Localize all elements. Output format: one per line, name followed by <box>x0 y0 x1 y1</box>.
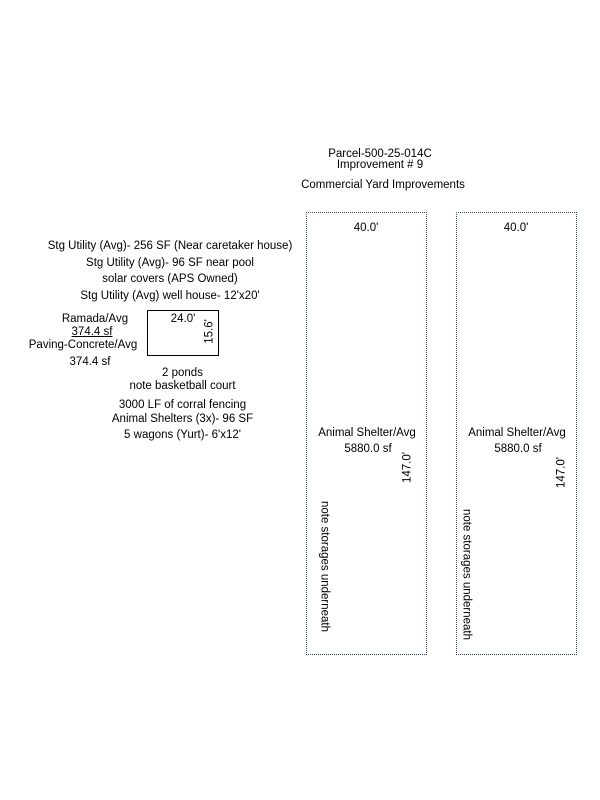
note-basketball-court: note basketball court <box>129 380 236 392</box>
ramada-label: Ramada/Avg <box>61 313 129 325</box>
note-solar-covers: solar covers (APS Owned) <box>102 273 238 285</box>
parcel-id: Parcel-500-25-014C <box>328 148 432 160</box>
shelter-2-area: 5880.0 sf <box>494 443 542 455</box>
shelter-1-area: 5880.0 sf <box>344 443 392 455</box>
shelter-2-width-dim: 40.0' <box>503 222 529 234</box>
improvement-number: Improvement # 9 <box>336 159 424 171</box>
note-ponds: 2 ponds <box>162 367 203 379</box>
note-corral-fencing: 3000 LF of corral fencing <box>118 399 247 411</box>
page-title: Commercial Yard Improvements <box>301 179 465 191</box>
shelter-1-note: note storages underneath <box>318 500 331 633</box>
ramada-width-dim: 24.0' <box>170 313 196 325</box>
note-well-house: Stg Utility (Avg) well house- 12'x20' <box>80 290 260 302</box>
note-stg-utility-caretaker: Stg Utility (Avg)- 256 SF (Near caretaker house) <box>47 240 293 252</box>
shelter-2-label: Animal Shelter/Avg <box>468 427 566 439</box>
paving-area: 374.4 sf <box>69 356 111 368</box>
shelter-1-width-dim: 40.0' <box>353 222 379 234</box>
note-animal-shelters: Animal Shelters (3x)- 96 SF <box>111 413 254 425</box>
note-stg-utility-pool: Stg Utility (Avg)- 96 SF near pool <box>86 257 254 269</box>
shelter-2-note: note storages underneath <box>460 508 473 641</box>
note-wagons: 5 wagons (Yurt)- 6'x12' <box>124 429 241 441</box>
ramada-area: 374.4 sf <box>71 326 113 338</box>
paving-label: Paving-Concrete/Avg <box>28 339 138 351</box>
shelter-2-height-dim: 147.0' <box>555 457 568 488</box>
ramada-height-dim: 15.6' <box>203 319 216 344</box>
shelter-1-label: Animal Shelter/Avg <box>318 427 416 439</box>
shelter-1-height-dim: 147.0' <box>401 452 414 483</box>
